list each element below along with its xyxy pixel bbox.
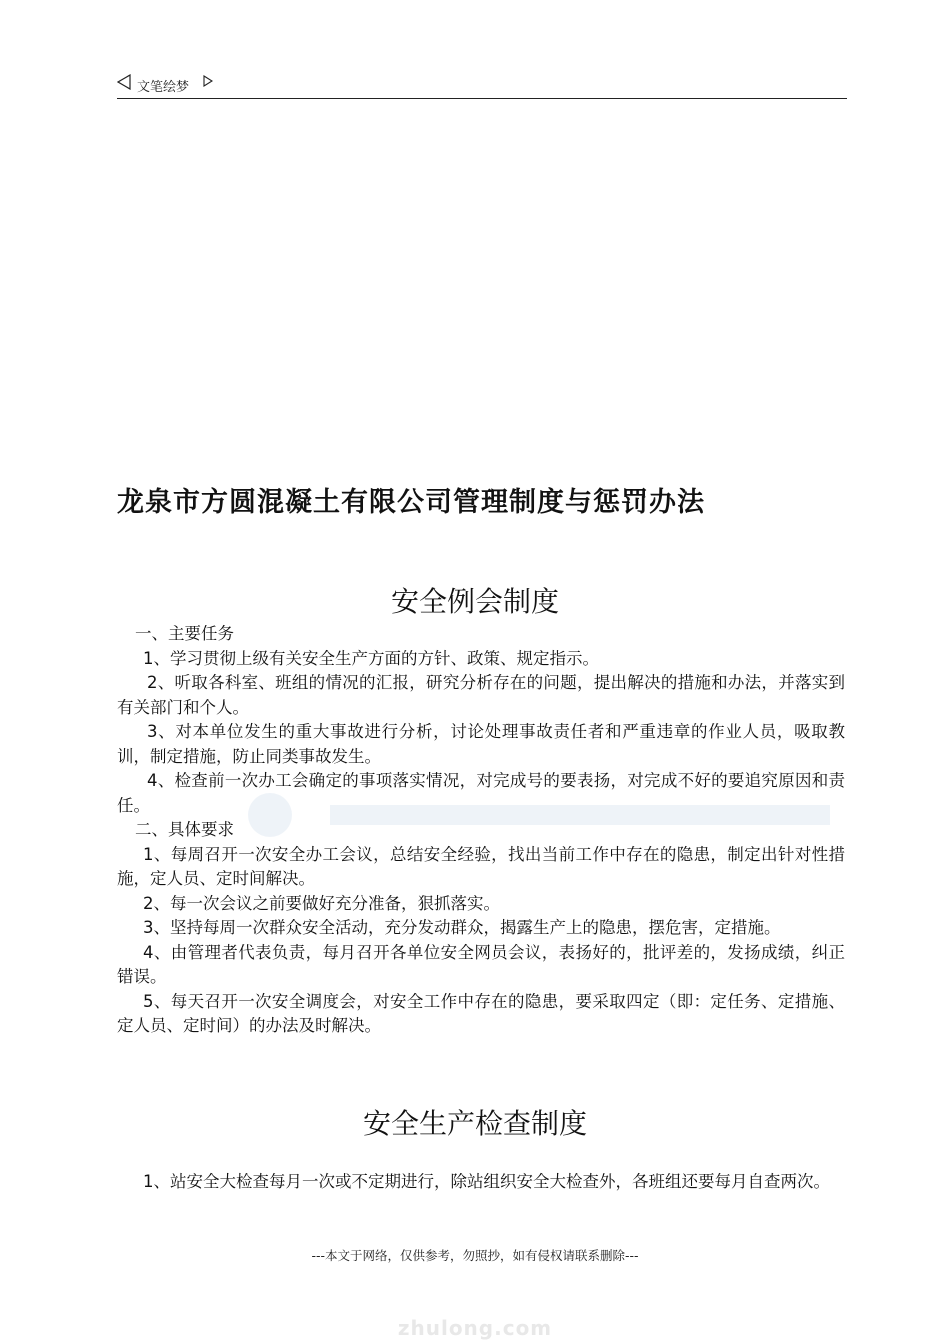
section-title-safety-inspection: 安全生产检查制度 bbox=[362, 1107, 587, 1140]
paragraph: 3、对本单位发生的重大事故进行分析，讨论处理事故责任者和严重违章的作业人员，吸取教训，制定措施，防止同类事故发生。 bbox=[117, 722, 845, 766]
paragraph: 4、检查前一次办工会确定的事项落实情况，对完成号的要表扬，对完成不好的要追究原因和责任。 bbox=[117, 771, 845, 815]
paragraph: 2、听取各科室、班组的情况的汇报，研究分析存在的问题，提出解决的措施和办法，并落实到有关部门和个人。 bbox=[117, 673, 845, 717]
watermark-text: zhulong.com bbox=[397, 1316, 553, 1340]
paragraph: 1、学习贯彻上级有关安全生产方面的方针、政策、规定指示。 bbox=[143, 648, 599, 668]
paragraph: 1、站安全大检查每月一次或不定期进行，除站组织安全大检查外，各班组还要每月自查两次。 bbox=[143, 1172, 830, 1191]
section-body-safety-inspection bbox=[117, 1170, 845, 1195]
paragraph: 4、由管理者代表负责，每月召开各单位安全网员会议，表扬好的，批评差的，发扬成绩，纠正错误。 bbox=[117, 942, 845, 986]
heading-specific-requirements: 二、具体要求 bbox=[135, 820, 234, 839]
paragraph: 1、每周召开一次安全办工会议，总结安全经验，找出当前工作中存在的隐患，制定出针对性措施，定人员、定时间解决。 bbox=[117, 844, 845, 888]
header-text: 文笔绘梦 bbox=[137, 80, 190, 95]
heading-main-tasks: 一、主要任务 bbox=[135, 624, 234, 643]
section-title-safety-meeting: 安全例会制度 bbox=[390, 585, 559, 618]
paragraph: 2、每一次会议之前要做好充分准备，狠抓落实。 bbox=[143, 893, 500, 913]
page-header bbox=[117, 72, 847, 99]
left-triangle-icon bbox=[117, 74, 131, 90]
footer-note: ---本文于网络，仅供参考，勿照抄，如有侵权请联系删除--- bbox=[311, 1248, 639, 1263]
document-title: 龙泉市方圆混凝土有限公司管理制度与惩罚办法 bbox=[117, 487, 705, 518]
right-triangle-icon bbox=[203, 75, 213, 87]
paragraph: 5、每天召开一次安全调度会，对安全工作中存在的隐患，要采取四定（即：定任务、定措施、定人员、定时间）的办法及时解决。 bbox=[117, 991, 845, 1035]
section-body-safety-meeting bbox=[117, 622, 845, 1039]
paragraph: 3、坚持每周一次群众安全活动，充分发动群众，揭露生产上的隐患，摆危害，定措施。 bbox=[143, 918, 781, 937]
